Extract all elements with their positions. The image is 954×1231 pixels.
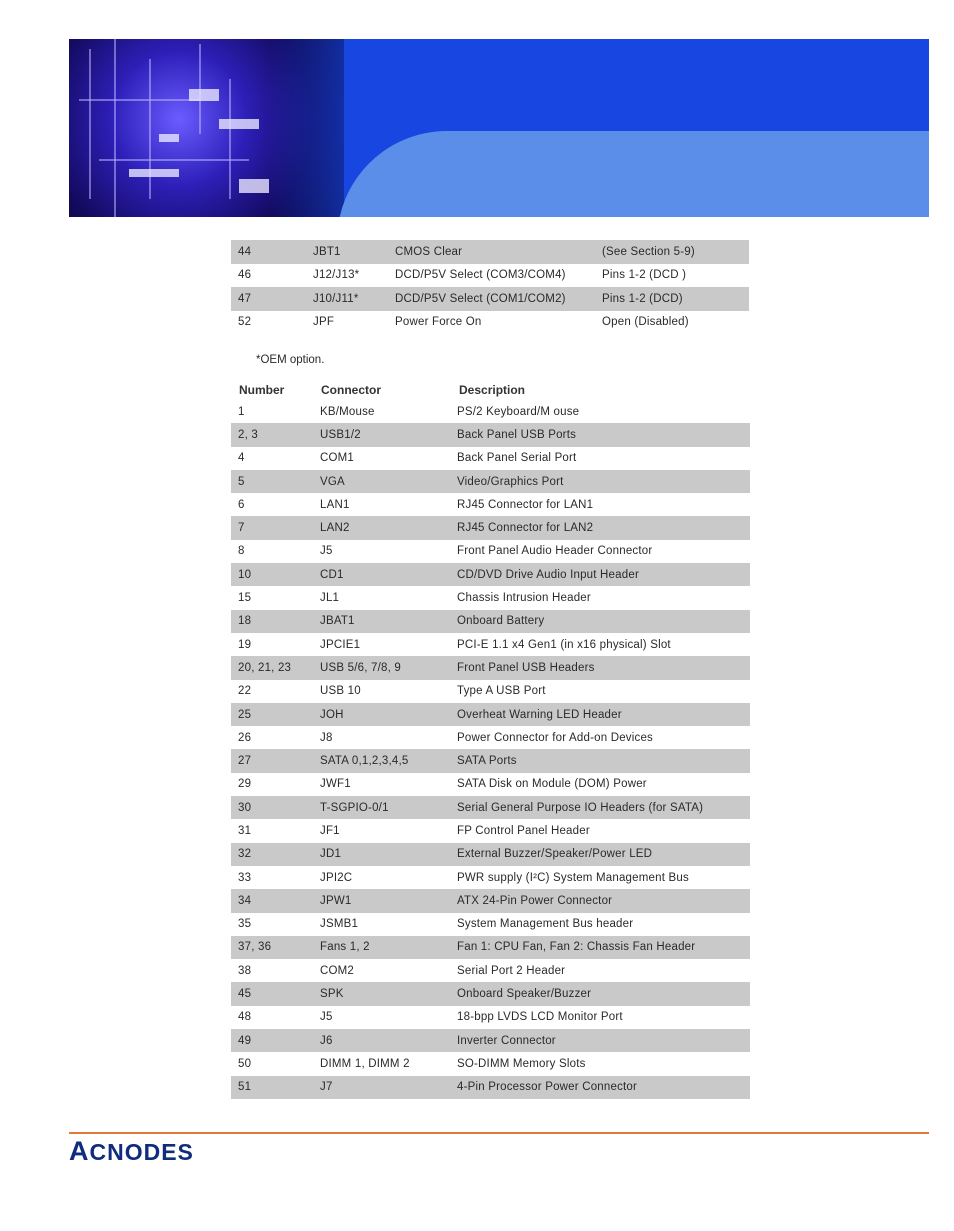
header-connector: Connector: [321, 383, 381, 397]
table-row: [231, 540, 750, 563]
cell-description: Fan 1: CPU Fan, Fan 2: Chassis Fan Header: [450, 936, 750, 959]
cell-number: 25: [231, 703, 313, 726]
cell-number: 33: [238, 871, 252, 884]
cell-number: 10: [231, 563, 313, 586]
table-row: [231, 264, 749, 288]
cell-description: Inverter Connector: [450, 1029, 750, 1052]
cell-setting: Open (Disabled): [602, 316, 689, 329]
cell-connector: JPCIE1: [320, 638, 361, 651]
cell-connector: COM1: [320, 452, 355, 465]
cell-connector: J12/J13*: [313, 269, 360, 282]
table-row: [231, 493, 750, 516]
cell-number: 44: [231, 240, 306, 264]
cell-description: RJ45 Connector for LAN1: [457, 498, 594, 511]
cell-description: Chassis Intrusion Header: [457, 592, 591, 605]
cell-connector: LAN2: [313, 516, 450, 539]
table-row: [231, 1029, 750, 1052]
cell-number: 8: [238, 545, 245, 558]
cell-connector: USB 5/6, 7/8, 9: [313, 656, 450, 679]
cell-description: External Buzzer/Speaker/Power LED: [450, 843, 750, 866]
cell-connector: JBAT1: [313, 610, 450, 633]
cell-description: Onboard Battery: [450, 610, 750, 633]
cell-connector: USB 10: [320, 685, 361, 698]
cell-number: 32: [231, 843, 313, 866]
cell-connector: JSMB1: [320, 918, 359, 931]
cell-number: 52: [238, 316, 252, 329]
cell-number: 35: [238, 918, 252, 931]
cell-connector: KB/Mouse: [320, 405, 375, 418]
cell-description: FP Control Panel Header: [457, 824, 590, 837]
table-row: [231, 586, 750, 609]
cell-description: PWR supply (I²C) System Management Bus: [457, 871, 689, 884]
cell-number: 49: [231, 1029, 313, 1052]
cell-number: 20, 21, 23: [231, 656, 313, 679]
cell-number: 30: [231, 796, 313, 819]
cell-connector: J6: [313, 1029, 450, 1052]
cell-description: Serial General Purpose IO Headers (for SATA): [450, 796, 750, 819]
cell-connector: DIMM 1, DIMM 2: [320, 1057, 410, 1070]
cell-description: Front Panel Audio Header Connector: [457, 545, 653, 558]
cell-connector: JF1: [320, 824, 340, 837]
cell-description: DCD/P5V Select (COM3/COM4): [395, 269, 566, 282]
cell-description: Power Force On: [395, 316, 482, 329]
header-description: Description: [459, 383, 526, 397]
table-row: [231, 610, 750, 633]
table-row: [231, 287, 749, 311]
cell-connector: JWF1: [320, 778, 351, 791]
connector-table: [231, 400, 750, 1099]
cell-number: 22: [238, 685, 252, 698]
table-row: [231, 680, 750, 703]
cell-number: 19: [238, 638, 252, 651]
cell-number: 7: [231, 516, 313, 539]
table-row: [231, 819, 750, 842]
table-row: [231, 470, 750, 493]
table-row: [231, 959, 750, 982]
cell-connector: VGA: [313, 470, 450, 493]
cell-connector: USB1/2: [313, 423, 450, 446]
cell-description: System Management Bus header: [457, 918, 634, 931]
cell-number: 34: [231, 889, 313, 912]
cell-description: RJ45 Connector for LAN2: [450, 516, 750, 539]
cell-number: 48: [238, 1011, 252, 1024]
cell-connector: COM2: [320, 964, 355, 977]
table-row: [231, 656, 750, 679]
cell-number: 29: [238, 778, 252, 791]
cell-description: SATA Disk on Module (DOM) Power: [457, 778, 647, 791]
cell-description: 4-Pin Processor Power Connector: [450, 1076, 750, 1099]
banner-curve: [337, 131, 929, 217]
cell-description: SATA Ports: [450, 749, 750, 772]
cell-number: 50: [238, 1057, 252, 1070]
cell-connector: SATA 0,1,2,3,4,5: [313, 749, 450, 772]
cell-description: Back Panel USB Ports: [450, 423, 750, 446]
cell-connector: JPI2C: [320, 871, 353, 884]
oem-note: *OEM option.: [256, 354, 325, 366]
cell-connector: JBT1: [306, 240, 388, 264]
table-row: [231, 447, 750, 470]
cell-number: 51: [231, 1076, 313, 1099]
cell-connector: SPK: [313, 982, 450, 1005]
cell-connector: T-SGPIO-0/1: [313, 796, 450, 819]
table-row: [231, 1076, 750, 1099]
cell-description: SO-DIMM Memory Slots: [457, 1057, 586, 1070]
table-row: [231, 400, 750, 423]
cell-number: 5: [231, 470, 313, 493]
table-row: [231, 796, 750, 819]
cell-connector: J5: [320, 545, 333, 558]
cell-number: 1: [238, 405, 245, 418]
cell-description: Overheat Warning LED Header: [450, 703, 750, 726]
acnodes-logo: ACNODES: [69, 1136, 194, 1166]
cell-number: 18: [231, 610, 313, 633]
table-row: [231, 726, 750, 749]
cell-number: 46: [238, 269, 252, 282]
cell-description: Power Connector for Add-on Devices: [457, 731, 654, 744]
cell-description: Video/Graphics Port: [450, 470, 750, 493]
cell-connector: JOH: [313, 703, 450, 726]
table-row: [231, 866, 750, 889]
cell-description: CD/DVD Drive Audio Input Header: [450, 563, 750, 586]
cell-setting: Pins 1-2 (DCD): [595, 287, 749, 311]
cell-number: 37, 36: [231, 936, 313, 959]
cell-number: 27: [231, 749, 313, 772]
cell-description: DCD/P5V Select (COM1/COM2): [388, 287, 595, 311]
table-row: [231, 516, 750, 539]
cell-connector: JPF: [313, 316, 335, 329]
cell-connector: J10/J11*: [306, 287, 388, 311]
table-row: [231, 311, 749, 335]
cell-connector: Fans 1, 2: [313, 936, 450, 959]
cell-connector: LAN1: [320, 498, 350, 511]
footer-rule: [69, 1132, 929, 1134]
cell-number: 38: [238, 964, 252, 977]
cell-description: Back Panel Serial Port: [457, 452, 577, 465]
cell-connector: J5: [320, 1011, 333, 1024]
table-row: [231, 423, 750, 446]
table-row: [231, 240, 749, 264]
table-row: [231, 1052, 750, 1075]
table-row: [231, 889, 750, 912]
cell-setting: Pins 1-2 (DCD ): [602, 269, 687, 282]
table-row: [231, 936, 750, 959]
table-row: [231, 749, 750, 772]
cell-connector: J8: [320, 731, 333, 744]
cell-connector: JD1: [313, 843, 450, 866]
jumper-table: [231, 240, 749, 334]
cell-description: Onboard Speaker/Buzzer: [450, 982, 750, 1005]
cell-description: Front Panel USB Headers: [450, 656, 750, 679]
cell-description: PCI-E 1.1 x4 Gen1 (in x16 physical) Slot: [457, 638, 671, 651]
table-row: [231, 773, 750, 796]
cell-description: 18-bpp LVDS LCD Monitor Port: [457, 1011, 623, 1024]
table-row: [231, 913, 750, 936]
cell-description: CMOS Clear: [388, 240, 595, 264]
table-row: [231, 843, 750, 866]
cell-number: 6: [238, 498, 245, 511]
header-banner: [69, 39, 929, 217]
table-row: [231, 703, 750, 726]
cell-number: 31: [238, 824, 252, 837]
cell-number: 4: [238, 452, 245, 465]
table-row: [231, 633, 750, 656]
header-number: Number: [239, 383, 285, 397]
cell-description: Serial Port 2 Header: [457, 964, 566, 977]
cell-number: 15: [238, 592, 252, 605]
cell-description: ATX 24-Pin Power Connector: [450, 889, 750, 912]
cell-description: Type A USB Port: [457, 685, 546, 698]
table-row: [231, 1006, 750, 1029]
cell-setting: (See Section 5-9): [595, 240, 749, 264]
cell-connector: J7: [313, 1076, 450, 1099]
cell-number: 2, 3: [231, 423, 313, 446]
cell-description: PS/2 Keyboard/M ouse: [457, 405, 580, 418]
table-row: [231, 563, 750, 586]
table-row: [231, 982, 750, 1005]
cell-number: 26: [238, 731, 252, 744]
cell-number: 45: [231, 982, 313, 1005]
cell-connector: JL1: [320, 592, 340, 605]
cell-number: 47: [231, 287, 306, 311]
cell-connector: JPW1: [313, 889, 450, 912]
cell-connector: CD1: [313, 563, 450, 586]
